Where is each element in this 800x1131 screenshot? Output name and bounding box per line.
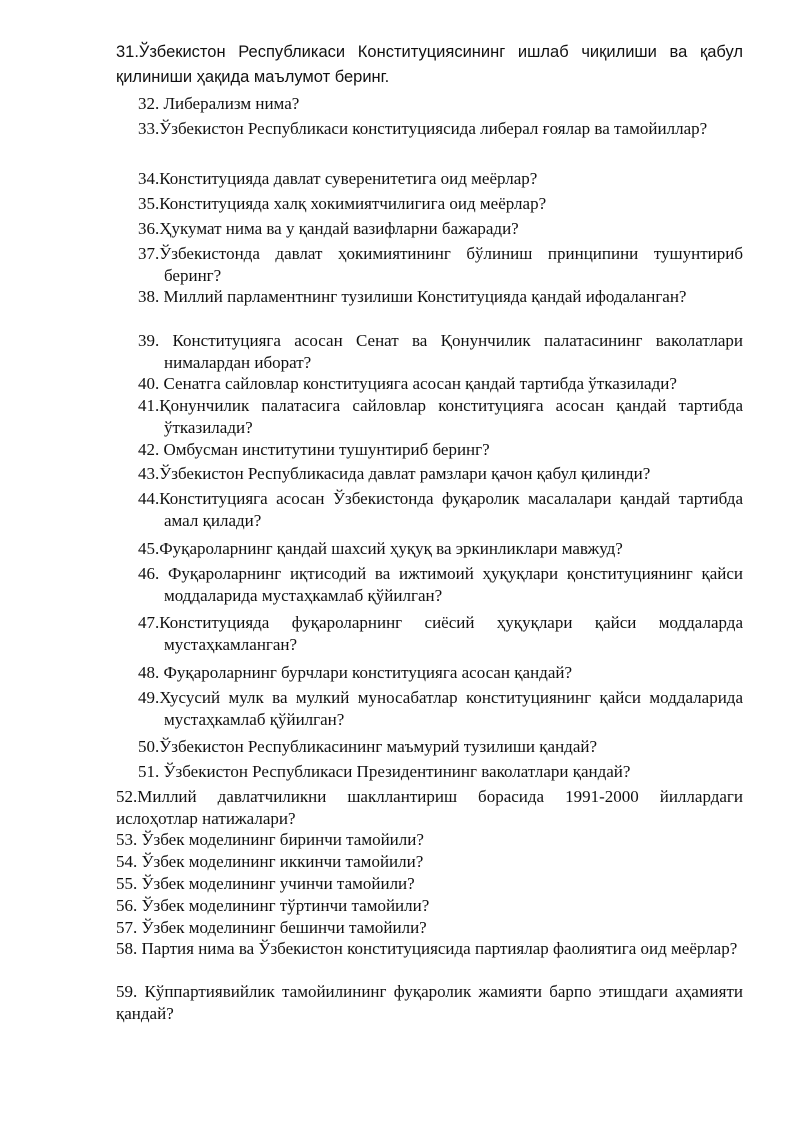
question-59: 59. Кўппартиявийлик тамойилининг фуқаролик жамияти барпо этишдаги аҳамияти қандай? bbox=[116, 982, 743, 1023]
question-54: 54. Ўзбек моделининг иккинчи тамойили? bbox=[116, 852, 424, 871]
question-46: 46. Фуқароларнинг иқтисодий ва ижтимоий ҳуқуқлари қонституциянинг қайси моддаларида мустаҳкамлаб қўйилган? bbox=[138, 564, 743, 605]
question-58: 58. Партия нима ва Ўзбекистон конституциясида партиялар фаолиятига оид меёрлар? bbox=[116, 939, 738, 958]
question-52: 52.Миллий давлатчиликни шакллантириш борасида 1991-2000 йиллардаги ислоҳотлар натижалари? bbox=[116, 787, 743, 828]
question-50: 50.Ўзбекистон Республикасининг маъмурий тузилиши қандай? bbox=[138, 737, 598, 756]
question-53: 53. Ўзбек моделининг биринчи тамойили? bbox=[116, 830, 424, 849]
question-47: 47.Конституцияда фуқароларнинг сиёсий ҳуқуқлари қайси моддаларда мустаҳкамланган? bbox=[138, 613, 743, 654]
question-35: 35.Конституцияда халқ хокимиятчилигига оид меёрлар? bbox=[138, 194, 547, 213]
question-38: 38. Миллий парламентнинг тузилиши Конституцияда қандай ифодаланган? bbox=[138, 287, 687, 306]
question-31: 31.Ўзбекистон Республикаси Конституциясининг ишлаб чиқилиши ва қабул қилиниши ҳақида маълумот беринг. bbox=[116, 43, 743, 86]
question-43: 43.Ўзбекистон Республикасида давлат рамзлари қачон қабул қилинди? bbox=[138, 464, 651, 483]
question-51: 51. Ўзбекистон Республикаси Президентининг ваколатлари қандай? bbox=[138, 762, 631, 781]
question-36: 36.Ҳукумат нима ва у қандай вазифларни бажаради? bbox=[138, 219, 519, 238]
question-44: 44.Конституцияга асосан Ўзбекистонда фуқаролик масалалари қандай тартибда амал қилади? bbox=[138, 489, 743, 530]
question-37: 37.Ўзбекистонда давлат ҳокимиятининг бўлиниш принципини тушунтириб беринг? bbox=[138, 244, 743, 285]
question-45: 45.Фуқароларнинг қандай шахсий ҳуқуқ ва эркинликлари мавжуд? bbox=[138, 539, 623, 558]
question-39: 39. Конституцияга асосан Сенат ва Қонунчилик палатасининг ваколатлари нималардан иборат? bbox=[138, 331, 743, 372]
question-41: 41.Қонунчилик палатасига сайловлар конституцияга асосан қандай тартибда ўтказилади? bbox=[138, 396, 743, 437]
question-48: 48. Фуқароларнинг бурчлари конституцияга асосан қандай? bbox=[138, 663, 573, 682]
question-34: 34.Конституцияда давлат суверенитетига оид меёрлар? bbox=[138, 169, 538, 188]
question-40: 40. Сенатга сайловлар конституцияга асосан қандай тартибда ўтказилади? bbox=[138, 374, 677, 393]
question-49: 49.Хусусий мулк ва мулкий муносабатлар конституциянинг қайси моддаларида мустаҳкамлаб қўйилган? bbox=[138, 688, 743, 729]
question-42: 42. Омбусман институтини тушунтириб беринг? bbox=[138, 440, 490, 459]
question-32: 32. Либерализм нима? bbox=[138, 94, 300, 113]
question-55: 55. Ўзбек моделининг учинчи тамойили? bbox=[116, 874, 415, 893]
question-57: 57. Ўзбек моделининг бешинчи тамойили? bbox=[116, 918, 427, 937]
question-33: 33.Ўзбекистон Республикаси конституциясида либерал ғоялар ва тамойиллар? bbox=[138, 119, 708, 138]
question-56: 56. Ўзбек моделининг тўртинчи тамойили? bbox=[116, 896, 430, 915]
